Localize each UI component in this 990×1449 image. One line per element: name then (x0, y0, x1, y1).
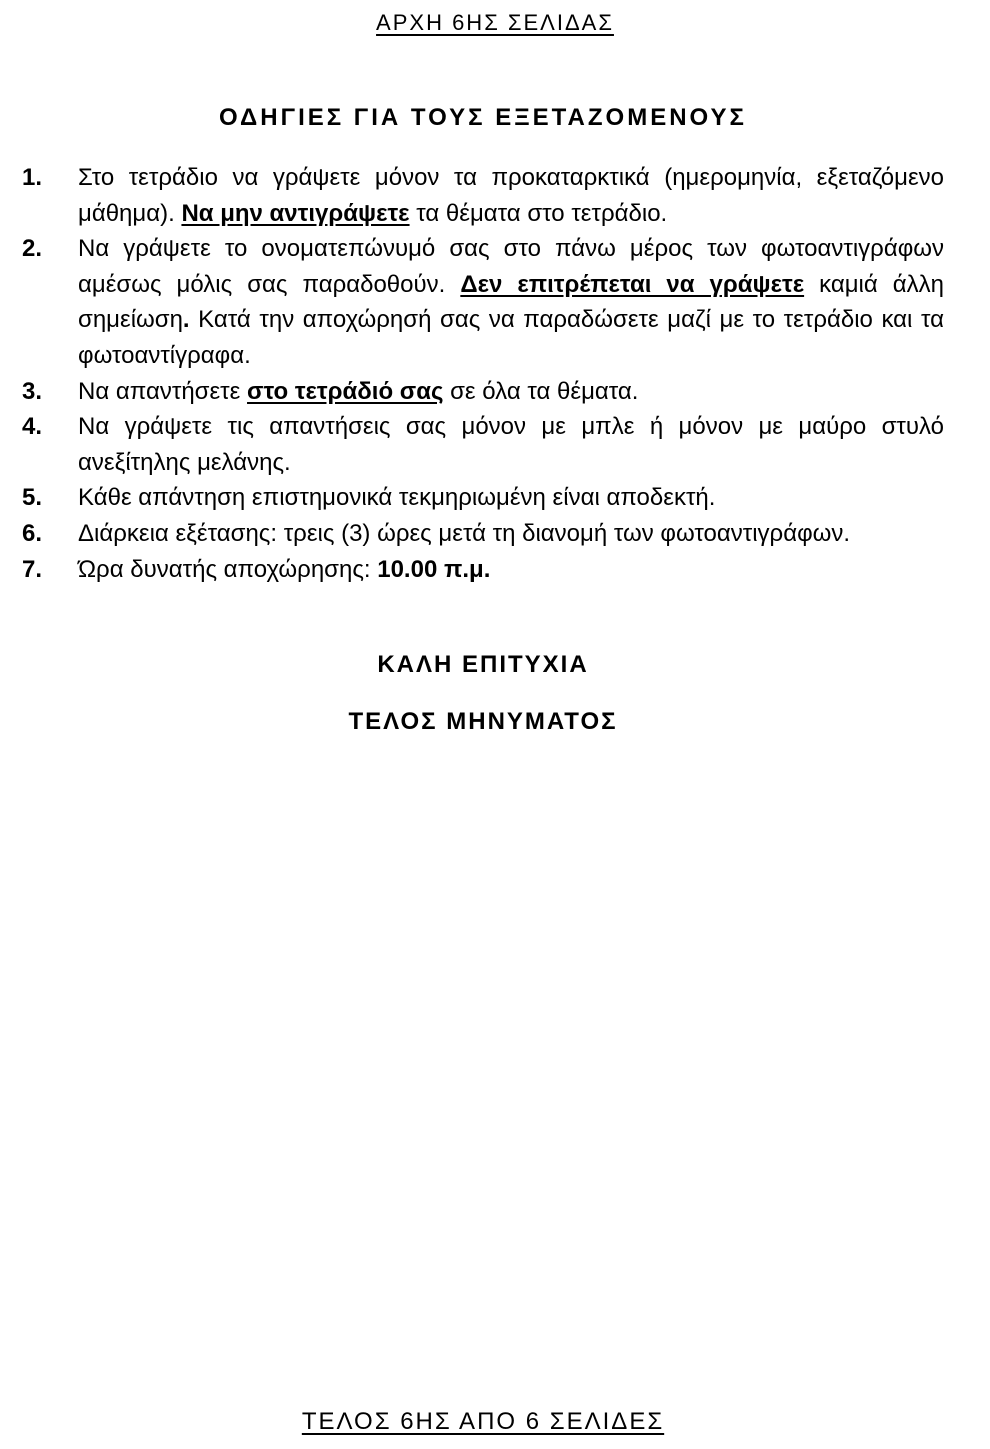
item-number: 7. (22, 555, 43, 583)
instruction-item-7 (22, 552, 944, 588)
instruction-item-6 (22, 516, 944, 552)
departure-time: 10.00 π.μ. (377, 555, 491, 583)
instruction-text: τα θέματα στο τετράδιο. (409, 199, 668, 227)
instructions-title: ΟΔΗΓΙΕΣ ΓΙΑ ΤΟΥΣ ΕΞΕΤΑΖΟΜΕΝΟΥΣ (219, 104, 747, 131)
instruction-item-4 (22, 409, 944, 480)
item-number: 5. (22, 484, 43, 512)
item-number: 4. (22, 413, 43, 441)
emphasis-text: στο τετράδιό σας (247, 377, 444, 405)
end-message-text: ΤΕΛΟΣ ΜΗΝΥΜΑΤΟΣ (348, 708, 618, 735)
instruction-text: καμιά άλλη σημείωση (78, 270, 944, 334)
page-header: ΑΡΧΗ 6ΗΣ ΣΕΛΙΔΑΣ (376, 10, 614, 35)
instruction-item-1 (22, 160, 944, 231)
instruction-text: Κατά την αποχώρησή σας να παραδώσετε μαζί με το τετράδιο και τα φωτοαντίγραφα. (78, 306, 944, 369)
instruction-item-2 (22, 231, 944, 373)
item-number: 2. (22, 235, 43, 263)
instruction-text: Διάρκεια εξέτασης: τρεις (3) ώρες μετά τη διανομή των φωτοαντιγράφων. (78, 519, 851, 547)
good-luck-text: ΚΑΛΗ ΕΠΙΤΥΧΙΑ (377, 651, 589, 678)
instruction-text: Να γράψετε το ονοματεπώνυμό σας στο πάνω μέρος των φωτοαντιγράφων αμέσως μόλις σας παραδοθούν. (78, 235, 944, 298)
instruction-text: σε όλα τα θέματα. (443, 377, 639, 405)
instructions-list (22, 160, 944, 587)
emphasis-text: Να μην αντιγράψετε (181, 199, 410, 227)
page-footer: ΤΕΛΟΣ 6ΗΣ ΑΠΟ 6 ΣΕΛΙΔΕΣ (301, 1408, 665, 1435)
instruction-text: Ώρα δυνατής αποχώρησης: (78, 555, 378, 583)
instruction-text: Κάθε απάντηση επιστημονικά τεκμηριωμένη είναι αποδεκτή. (78, 484, 716, 512)
item-number: 6. (22, 519, 43, 547)
instruction-item-5 (22, 480, 944, 516)
instruction-text: Να γράψετε τις απαντήσεις σας μόνον με μπλε ή μόνον με μαύρο στυλό ανεξίτηλης μελάνης. (78, 413, 944, 476)
instruction-text: Στο τετράδιο να γράψετε μόνον τα προκαταρκτικά (ημερομηνία, εξεταζόμενο μάθημα). (78, 164, 944, 227)
instruction-item-3 (22, 374, 944, 410)
item-number: 3. (22, 377, 43, 405)
bold-period: . (182, 306, 190, 334)
emphasis-text: Δεν επιτρέπεται να γράψετε (460, 270, 805, 298)
item-number: 1. (22, 164, 43, 191)
instruction-text: Να απαντήσετε (78, 377, 248, 405)
